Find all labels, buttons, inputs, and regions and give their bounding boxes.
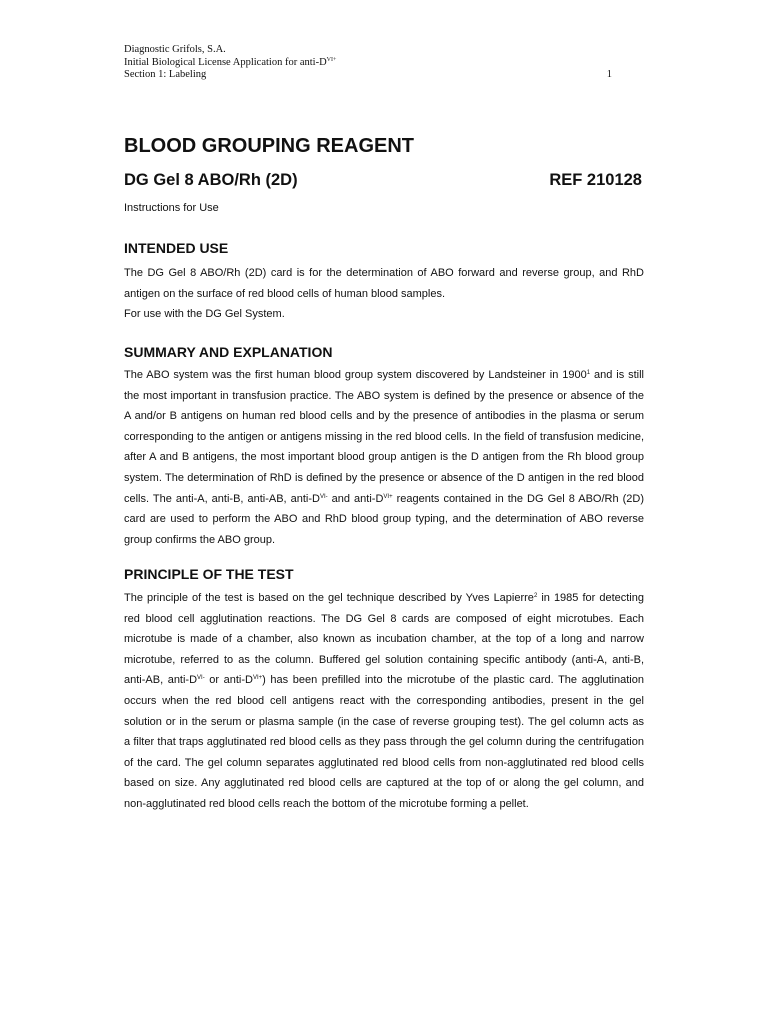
text-line: microtube, referred to as the column. Buffered gel solution containing specific antibody (anti-A, anti-B,	[124, 653, 644, 666]
text-line: antigen on the surface of red blood cells of human blood samples.	[124, 287, 446, 300]
text-line: cells. The anti-A, anti-B, anti-AB, anti-$D^{VI-}$ and anti-$D^{VI+}$ reagents contained in the DG Gel 8 ABO/Rh (2D)	[124, 492, 645, 505]
text-line: microtube is made of a chamber, also known as incubation chamber, at the top of a long and narrow	[124, 633, 644, 646]
text-line: group confirms the ABO group.	[124, 533, 276, 546]
text-line: The ABO system was the first human blood group system discovered by Landsteiner in 1900$^1$ and is still	[124, 369, 645, 381]
text-line: card are used to perform the ABO and RhD blood group typing, and the determination of ABO reverse	[124, 513, 644, 526]
text-line: anti-AB, anti-$D^{VI-}$ or anti-$D^{VI+}$) has been prefilled into the microtube of the plastic card. The agglutination	[124, 674, 644, 687]
summary-heading: SUMMARY AND EXPLANATION	[124, 344, 333, 360]
text-line: For use with the DG Gel System.	[124, 308, 285, 321]
instructions-label: Instructions for Use	[124, 202, 219, 214]
principle-heading: PRINCIPLE OF THE TEST	[124, 566, 294, 582]
text-line: of the card. The gel column separates agglutinated red blood cells from non-agglutinated red blood cells	[124, 756, 644, 769]
product-ref: REF 210128	[549, 171, 642, 189]
text-line: occurs when the red blood cell antigens react with the corresponding antibodies, present in the gel	[124, 694, 644, 707]
header-application: Initial Biological License Application for anti-$D^{VI+}$	[124, 56, 337, 68]
product-name: DG Gel 8 ABO/Rh (2D)	[124, 171, 298, 189]
text-line: the most important in transfusion practice. The ABO system is defined by the presence or absence of the	[124, 389, 644, 402]
product-line	[124, 171, 644, 190]
summary-text	[124, 365, 644, 550]
header-company: Diagnostic Grifols, S.A.	[124, 44, 226, 55]
text-line: red blood cell agglutination reactions. The DG Gel 8 cards are composed of eight microtubes. Each	[124, 612, 644, 625]
principle-text	[124, 588, 644, 815]
text-line: non-agglutinated red blood cells reach the bottom of the microtube forming a pellet.	[124, 797, 529, 810]
intended-use-heading: INTENDED USE	[124, 240, 229, 256]
page-header	[124, 44, 644, 82]
text-line: a filter that traps agglutinated red blood cells as they pass through the gel column during the centrifugation	[124, 736, 644, 749]
text-line: based on size. Any agglutinated red blood cells are captured at the top of or along the gel column, and	[124, 777, 644, 790]
text-line: system. The determination of RhD is defined by the presence or absence of the D antigen in the red blood	[124, 471, 644, 484]
page-number: 1	[606, 69, 612, 80]
text-line: corresponding to the antigen or antigens missing in the red blood cells. In the field of transfusion medicine,	[124, 430, 644, 443]
text-line: after A and B antigens, the most important blood group antigen is the D antigen from the Rh blood group	[124, 451, 644, 464]
document-title: BLOOD GROUPING REAGENT	[124, 135, 415, 157]
text-line: The principle of the test is based on the gel technique described by Yves Lapierre$^2$ in 1985 for detecting	[124, 592, 644, 604]
text-line: The DG Gel 8 ABO/Rh (2D) card is for the determination of ABO forward and reverse group, and RhD	[124, 267, 644, 279]
text-line: A and/or B antigens on human red blood cells and by the presence of antibodies in the plasma or serum	[124, 410, 644, 423]
text-line: solution or in the serum or plasma sample (in the case of reverse grouping test). The gel column acts as	[124, 715, 644, 728]
header-section: Section 1: Labeling	[124, 69, 207, 80]
intended-use-text	[124, 263, 644, 325]
